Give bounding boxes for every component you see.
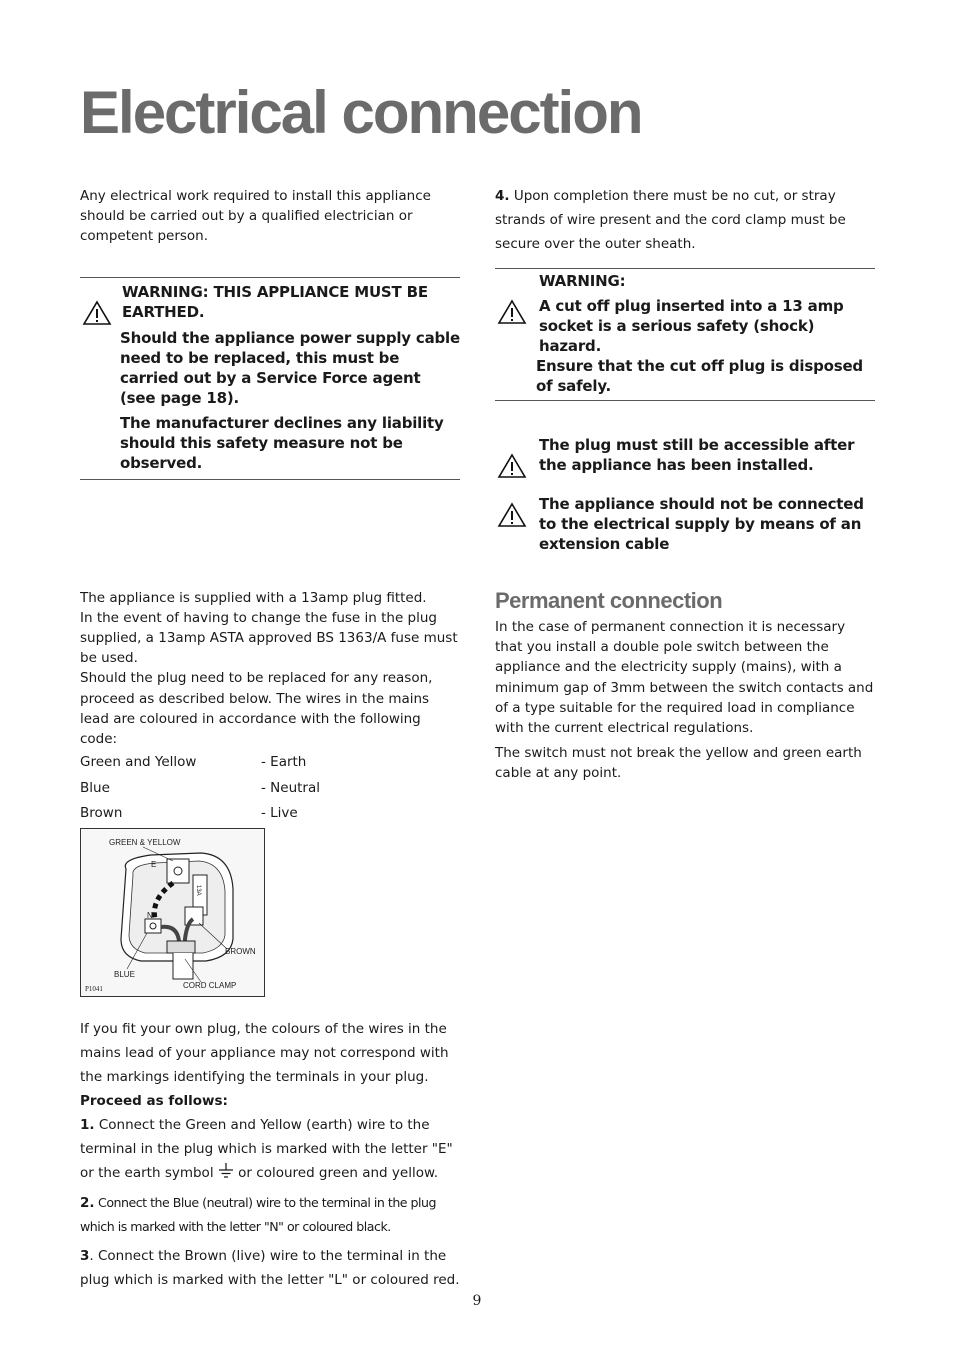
step-number: 3 — [80, 1247, 90, 1264]
plug-wiring-diagram — [80, 828, 265, 997]
figure-label-brown: BROWN — [225, 946, 256, 956]
earthing-warning-box — [80, 277, 460, 480]
wire-colour: Green and Yellow — [80, 754, 197, 771]
wire-role: - Earth — [261, 754, 307, 771]
accessibility-note — [495, 435, 875, 475]
plug-drawing — [81, 829, 264, 996]
step-3 — [80, 1244, 460, 1292]
warning-triangle-icon — [82, 300, 112, 326]
permanent-connection-heading: Permanent connection — [495, 588, 723, 613]
step-text: Connect the Green and Yellow (earth) wire to the terminal in the plug which is marked with the letter "E" or the earth symbol — [80, 1116, 453, 1181]
step-2 — [80, 1191, 460, 1239]
step-text: Upon completion there must be no cut, or stray strands of wire present and the cord clamp must be secure over the outer sheath. — [495, 188, 846, 252]
warning-triangle-icon — [497, 502, 527, 528]
figure-label-fuse: 13A — [195, 884, 201, 896]
earthing-warning-para1: Should the appliance power supply cable need to be replaced, this must be carried out by a Service Force agent (see page 18). — [120, 328, 460, 407]
figure-label-e: E — [151, 859, 157, 869]
step-4 — [495, 184, 875, 256]
supply-text — [80, 588, 460, 750]
left-column — [80, 186, 460, 1292]
step-number: 4. — [495, 188, 510, 204]
step-number: 1. — [80, 1116, 95, 1133]
extension-cable-note-text: The appliance should not be connected to the electrical supply by means of an extension cable — [539, 495, 864, 553]
intro-paragraph: Any electrical work required to install this appliance should be carried out by a qualified electrician or competent person. — [80, 188, 431, 245]
step-1 — [80, 1113, 460, 1187]
step-text: or coloured green and yellow. — [233, 1164, 439, 1181]
cut-off-plug-warning-para2: Ensure that the cut off plug is disposed of safely. — [536, 357, 863, 395]
permanent-connection-paragraph: In the case of permanent connection it is necessary that you install a double pole switch between the appliance and the electricity supply (mains), with a minimum gap of 3mm between the switch contacts and of a type suitable for the required load in compliance with the current electrical regulations. — [495, 619, 874, 737]
instructions — [80, 1017, 460, 1292]
accessibility-note-text: The plug must still be accessible after the appliance has been installed. — [539, 436, 855, 474]
step-number: 2. — [80, 1194, 95, 1211]
table-row — [80, 780, 460, 806]
earth-symbol-icon — [218, 1163, 234, 1187]
wire-role: - Neutral — [261, 779, 320, 796]
figure-label-blue: BLUE — [114, 969, 135, 979]
page-title: Electrical connection — [80, 79, 642, 146]
wire-colour: Brown — [80, 805, 123, 822]
step-text: . Connect the Brown (live) wire to the terminal in the plug which is marked with the letter "L" or coloured red. — [80, 1247, 460, 1288]
wire-colour-table — [80, 754, 460, 831]
wire-role: - Live — [261, 805, 298, 822]
figure-reference: P1041 — [85, 984, 103, 993]
supply-text-line: Should the plug need to be replaced for any reason, proceed as described below. The wires in the mains lead are coloured in accordance with the following code: — [80, 670, 433, 748]
supply-text-line: The appliance is supplied with a 13amp plug fitted. — [80, 589, 427, 606]
own-plug-paragraph: If you fit your own plug, the colours of the wires in the mains lead of your appliance may not correspond with the markings identifying the terminals in your plug. — [80, 1020, 449, 1085]
step-text: Connect the Blue (neutral) wire to the terminal in the plug which is marked with the letter "N" or coloured black. — [80, 1194, 437, 1234]
proceed-heading: Proceed as follows: — [80, 1092, 228, 1109]
cut-off-plug-warning-para1: A cut off plug inserted into a 13 amp socket is a serious safety (shock) hazard. — [539, 297, 844, 355]
warning-triangle-icon — [497, 299, 527, 325]
page-number: 9 — [472, 1293, 482, 1309]
warning-triangle-icon — [497, 453, 527, 479]
extension-cable-note — [495, 494, 875, 554]
table-row — [80, 754, 460, 780]
earthing-warning-para2: The manufacturer declines any liability should this safety measure not be observed. — [120, 413, 444, 472]
right-column — [495, 186, 875, 784]
figure-label-cord-clamp: CORD CLAMP — [183, 980, 237, 990]
figure-label-green-yellow: GREEN & YELLOW — [109, 837, 181, 847]
cut-off-plug-warning-box — [495, 268, 875, 401]
supply-text-line: In the event of having to change the fuse in the plug supplied, a 13amp ASTA approved BS 1363/A fuse must be used. — [80, 609, 458, 667]
switch-paragraph: The switch must not break the yellow and green earth cable at any point. — [495, 745, 862, 782]
earthing-warning-heading: WARNING: THIS APPLIANCE MUST BE EARTHED. — [122, 282, 428, 321]
cut-off-plug-warning-heading: WARNING: — [539, 272, 626, 290]
wire-colour: Blue — [80, 779, 110, 796]
figure-label-n: N — [147, 910, 153, 920]
